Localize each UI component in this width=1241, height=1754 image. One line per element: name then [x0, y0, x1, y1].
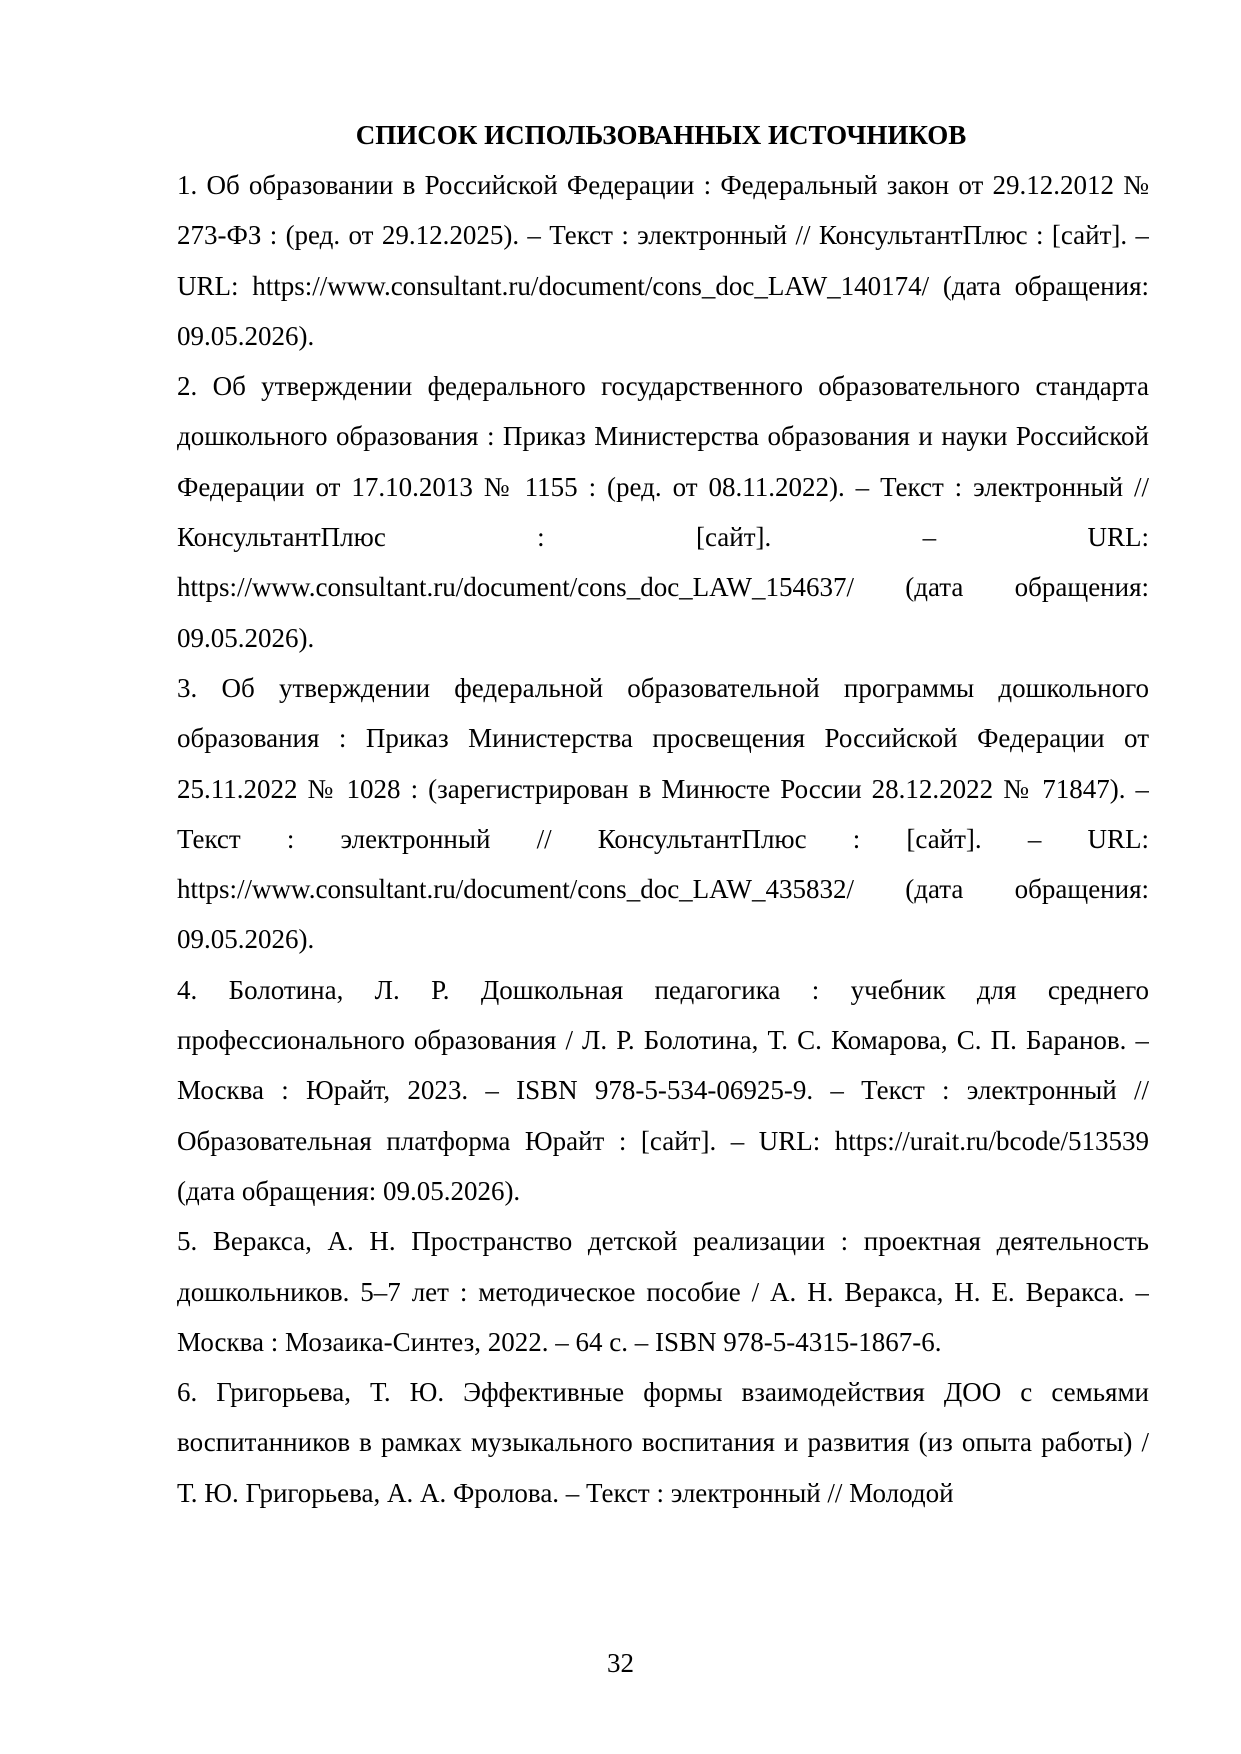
- reference-item: 3. Об утверждении федеральной образовательной программы дошкольного образования : Приказ Министерства просвещения Российской Федерации от 25.11.2022 № 1028 : (зарегистрирован в Минюсте России 28.12.2022 № 71847). – Текст : электронный // КонсультантПлюс : [сайт]. – URL: https://www.consultant.ru/document/cons_doc_LAW_435832/ (дата обращения: 09.05.2026).: [177, 672, 1149, 955]
- section-heading: СПИСОК ИСПОЛЬЗОВАННЫХ ИСТОЧНИКОВ: [355, 120, 967, 150]
- reference-list: [177, 160, 1149, 1560]
- reference-item: 2. Об утверждении федерального государственного образовательного стандарта дошкольного образования : Приказ Министерства образования и науки Российской Федерации от 17.10.2013 № 1155 : (ред. от 08.11.2022). – Текст : электронный // КонсультантПлюс : [сайт]. – URL: https://www.consultant.ru/document/cons_doc_LAW_154637/ (дата обращения: 09.05.2026).: [177, 371, 1149, 653]
- reference-item: 5. Веракса, А. Н. Пространство детской реализации : проектная деятельность дошкольников. 5–7 лет : методическое пособие / А. Н. Веракса, Н. Е. Веракса. – Москва : Мозаика-Синтез, 2022. – 64 с. – ISBN 978-5-4315-1867-6.: [177, 1226, 1149, 1357]
- page-number: 32: [607, 1648, 634, 1678]
- reference-item: 6. Григорьева, Т. Ю. Эффективные формы взаимодействия ДОО с семьями воспитанников в рамках музыкального воспитания и развития (из опыта работы) / Т. Ю. Григорьева, А. А. Фролова. – Текст : электронный // Молодой: [177, 1377, 1149, 1508]
- reference-item: 4. Болотина, Л. Р. Дошкольная педагогика : учебник для среднего профессионального образования / Л. Р. Болотина, Т. С. Комарова, С. П. Баранов. – Москва : Юрайт, 2023. – ISBN 978-5-534-06925-9. – Текст : электронный // Образовательная платформа Юрайт : [сайт]. – URL: https://urait.ru/bcode/513539 (дата обращения: 09.05.2026).: [177, 974, 1149, 1206]
- reference-item: 1. Об образовании в Российской Федерации : Федеральный закон от 29.12.2012 № 273-ФЗ : (ред. от 29.12.2025). – Текст : электронный // КонсультантПлюс : [сайт]. – URL: https://www.consultant.ru/document/cons_doc_LAW_140174/ (дата обращения: 09.05.2026).: [177, 170, 1149, 351]
